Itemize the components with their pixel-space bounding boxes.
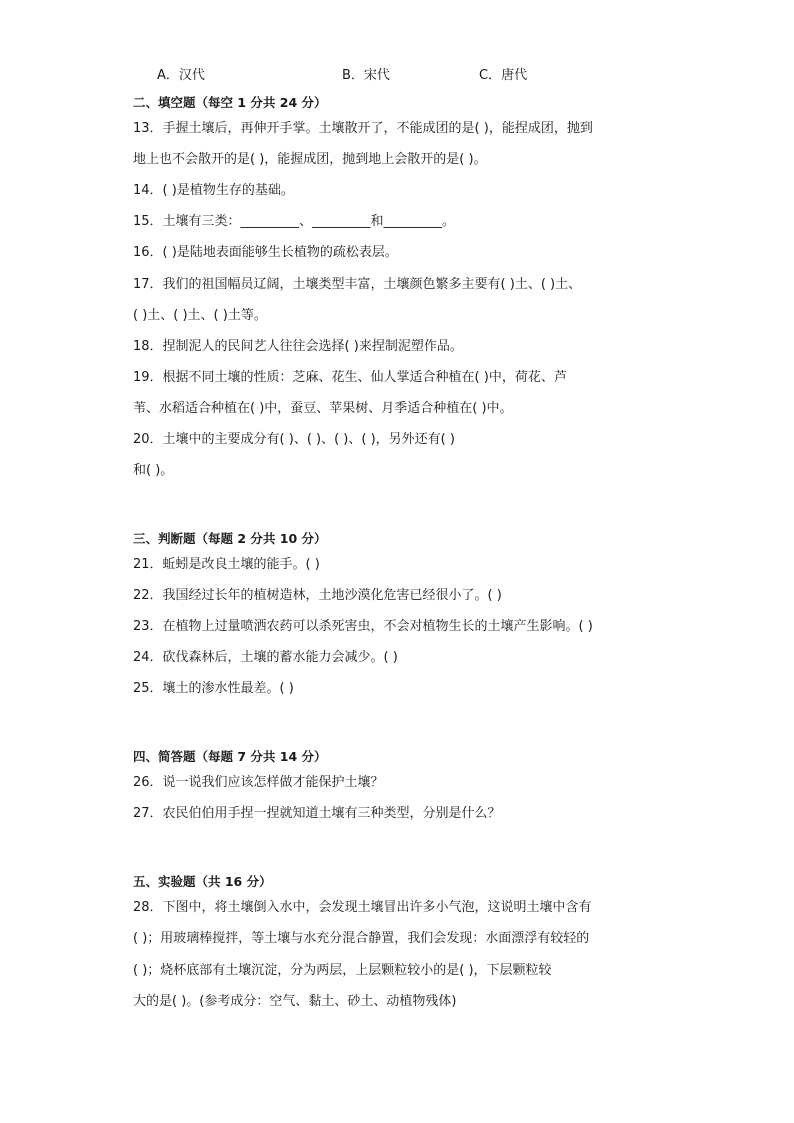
section-heading-true-false: 三、判断题（每题 2 分共 10 分） — [133, 531, 327, 546]
question-18: 18．捏制泥人的民间艺人往往会选择( )来捏制泥塑作品。 — [133, 339, 463, 354]
section-heading-short-answer: 四、简答题（每题 7 分共 14 分） — [133, 749, 327, 764]
question-17-line-1: 17．我们的祖国幅员辽阔，土壤类型丰富，土壤颜色繁多主要有( )土、( )土、 — [133, 277, 582, 292]
question-28-line-4: 大的是( )。(参考成分：空气、黏土、砂土、动植物残体) — [133, 994, 457, 1009]
question-15: 15．土壤有三类：_________、_________和_________。 — [133, 214, 456, 229]
question-26: 26．说一说我们应该怎样做才能保护土壤？ — [133, 775, 384, 790]
question-17-line-2: ( )土、( )土、( )土等。 — [133, 308, 267, 323]
option-c: C．唐代 — [479, 68, 528, 83]
section-heading-fill-in: 二、填空题（每空 1 分共 24 分） — [133, 95, 327, 110]
question-19-line-1: 19．根据不同土壤的性质：芝麻、花生、仙人掌适合种植在( )中，荷花、芦 — [133, 370, 567, 385]
question-25: 25．壤土的渗水性最差。( ) — [133, 681, 294, 696]
question-20-line-1: 20．土壤中的主要成分有( )、( )、( )、( )，另外还有( ) — [133, 432, 455, 447]
question-28-line-2: ( )；用玻璃棒搅拌，等土壤与水充分混合静置，我们会发现：水面漂浮有较轻的 — [133, 931, 590, 946]
section-heading-experiment: 五、实验题（共 16 分） — [133, 874, 272, 889]
option-a: A．汉代 — [157, 68, 205, 83]
option-b: B．宋代 — [342, 68, 390, 83]
question-22: 22．我国经过长年的植树造林，土地沙漠化危害已经很小了。( ) — [133, 588, 502, 603]
question-13-line-2: 地上也不会散开的是( )，能握成团，抛到地上会散开的是( )。 — [133, 152, 487, 167]
question-21: 21．蚯蚓是改良土壤的能手。( ) — [133, 557, 320, 572]
question-28-line-1: 28．下图中，将土壤倒入水中，会发现土壤冒出许多小气泡，这说明土壤中含有 — [133, 900, 592, 915]
question-20-line-2: 和( )。 — [133, 463, 174, 478]
question-28-line-3: ( )；烧杯底部有土壤沉淀，分为两层，上层颗粒较小的是( )，下层颗粒较 — [133, 963, 552, 978]
question-16: 16．( )是陆地表面能够生长植物的疏松表层。 — [133, 245, 398, 260]
question-19-line-2: 苇、水稻适合种植在( )中，蚕豆、苹果树、月季适合种植在( )中。 — [133, 401, 513, 416]
question-23: 23．在植物上过量喷洒农药可以杀死害虫，不会对植物生长的土壤产生影响。( ) — [133, 619, 593, 634]
question-14: 14．( )是植物生存的基础。 — [133, 183, 294, 198]
question-27: 27．农民伯伯用手捏一捏就知道土壤有三种类型，分别是什么？ — [133, 806, 501, 821]
question-24: 24．砍伐森林后，土壤的蓄水能力会减少。( ) — [133, 650, 398, 665]
question-13-line-1: 13．手握土壤后，再伸开手掌。土壤散开了，不能成团的是( )，能捏成团，抛到 — [133, 121, 593, 136]
